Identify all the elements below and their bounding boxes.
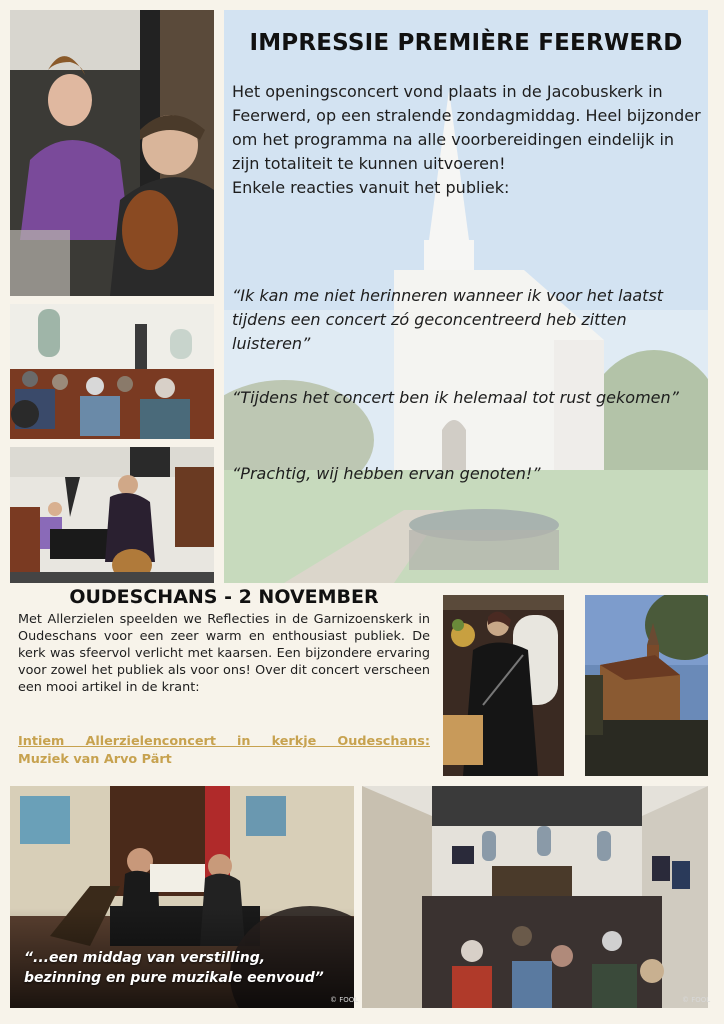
- oudeschans-body: Met Allerzielen speelden we Reflecties in de Garnizoenskerk in Oudeschans voor een zeer warm en enthousiast publiek. De kerk was sfeervol verlicht met kaarsen. Een bijzondere ervaring voor zowel het publiek als voor ons! Over dit concert verscheen een mooi artikel in de krant:: [18, 612, 430, 695]
- photo-violinist-cellist: [10, 10, 214, 296]
- newspaper-article-link[interactable]: [18, 733, 430, 769]
- oudeschans-title: OUDESCHANS - 2 NOVEMBER: [69, 586, 379, 608]
- hero-title: IMPRESSIE PREMIÈRE FEERWERD: [249, 30, 683, 56]
- photo-violinist-candles: [443, 595, 564, 776]
- hero-reactions-intro: Enkele reacties vanuit het publiek:: [232, 178, 510, 197]
- audience-quote-2: “Tijdens het concert ben ik helemaal tot rust gekomen”: [232, 388, 679, 407]
- photo-church-audience: [10, 304, 214, 439]
- photo-pianist-cellist: [10, 447, 214, 583]
- photo-concert-hall-audience: [362, 786, 711, 1008]
- photo-credit-2: © FOOL: [682, 996, 711, 1004]
- photo-credit-1: © FOOL: [330, 996, 359, 1004]
- bottom-quote: [24, 948, 354, 988]
- hero-panel: [224, 10, 708, 583]
- link-line-2[interactable]: Muziek van Arvo Pärt: [18, 752, 172, 767]
- bottom-quote-line-1: “...een middag van verstilling,: [24, 950, 266, 966]
- hero-intro-text: [232, 80, 702, 200]
- hero-intro-paragraph: Het openingsconcert vond plaats in de Jacobuskerk in Feerwerd, op een stralende zondagmiddag. Heel bijzonder om het programma na alle voorbereidingen eindelijk in zijn totaliteit te kunnen uitvoeren!: [232, 82, 701, 173]
- bottom-quote-line-2: bezinning en pure muzikale eenvoud”: [24, 970, 324, 986]
- audience-quote-1: “Ik kan me niet herinneren wanneer ik voor het laatst tijdens een concert zó geconcentreerd heb zitten luisteren”: [232, 286, 664, 353]
- photo-garnizoenskerk-exterior: [585, 595, 708, 776]
- link-line-1[interactable]: Intiem Allerzielenconcert in kerkje Oudeschans:: [18, 734, 430, 749]
- audience-quote-3: “Prachtig, wij hebben ervan genoten!”: [232, 464, 541, 483]
